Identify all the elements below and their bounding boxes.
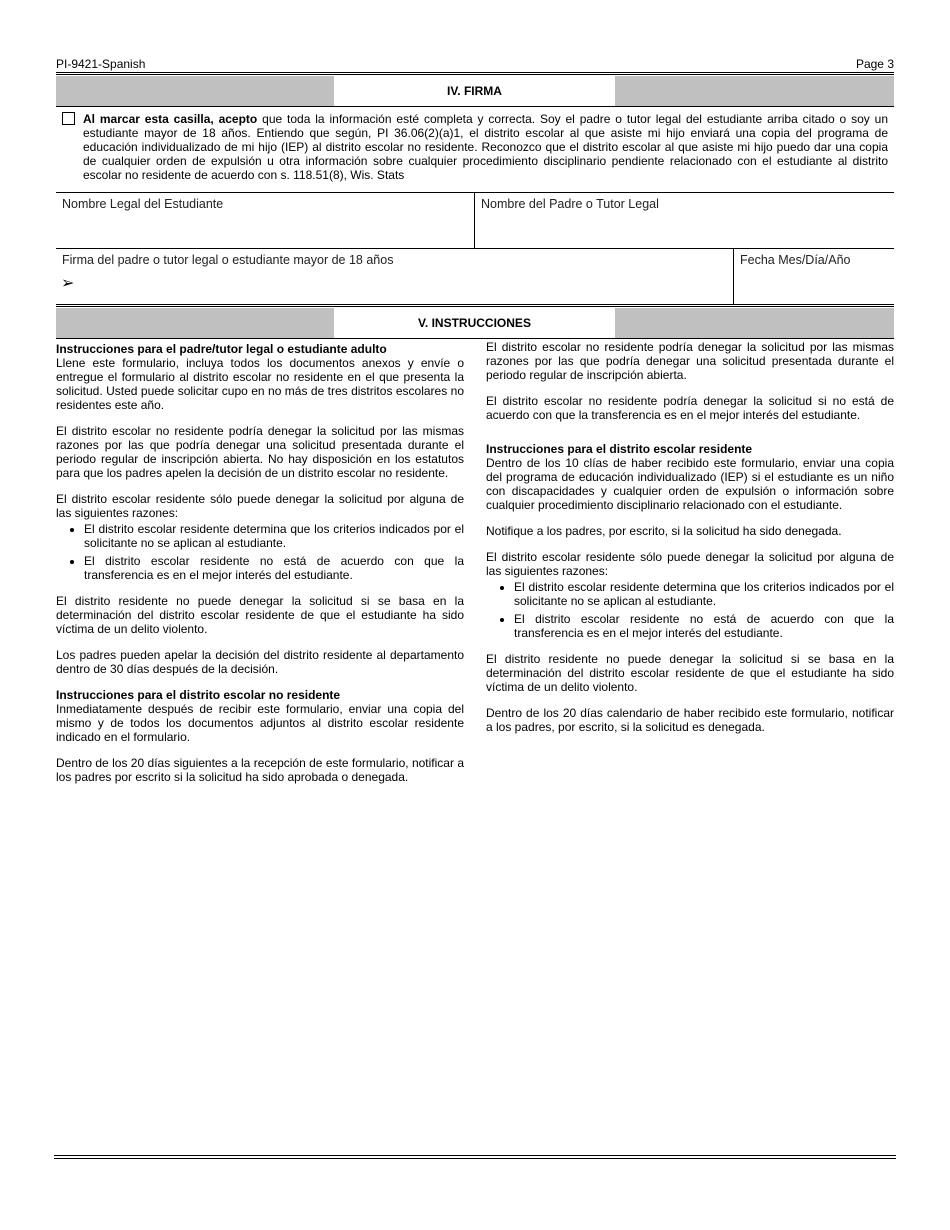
paragraph: Dentro de los 10 clías de haber recibido este formulario, enviar una copia del programa de educación individualizado (IEP) si el estudiante es un niño con discapacidades y cualquier orden de expulsión o información sobre cualquier procedimiento disciplinario relacionado con el estudiante. [486, 456, 894, 512]
list-item: • El distrito escolar residente no está de acuerdo con que la transferencia es en el mejor interés del estudiante. [514, 612, 894, 640]
name-divider [474, 192, 475, 248]
instructions-right-column [486, 340, 894, 746]
paragraph: El distrito residente no puede denegar la solicitud si se basa en la determinación del distrito escolar residente de que el estudiante ha sido víctima de un delito violento. [56, 594, 464, 636]
list-item: • El distrito escolar residente determina que los criterios indicados por el solicitante no se aplican al estudiante. [514, 580, 894, 608]
instructions-left-column [56, 342, 464, 796]
parent-instructions-heading: Instrucciones para el padre/tutor legal o estudiante adulto [56, 342, 387, 356]
section-v-title: V. INSTRUCCIONES [334, 308, 615, 338]
reasons-list [56, 522, 464, 582]
paragraph: El distrito escolar residente sólo puede denegar la solicitud por alguna de las siguientes razones: [56, 492, 464, 520]
header-rule [56, 72, 894, 73]
paragraph: El distrito escolar no residente podría denegar la solicitud si no está de acuerdo con que la transferencia es en el mejor interés del estudiante. [486, 394, 894, 422]
fields-bottom-rule [56, 304, 894, 305]
paragraph: Dentro de los 20 días calendario de haber recibido este formulario, notificar a los padres, por escrito, si la solicitud es denegada. [486, 706, 894, 734]
signature-label: Firma del padre o tutor legal o estudiante mayor de 18 años [62, 253, 394, 267]
agree-checkbox[interactable] [62, 112, 75, 125]
form-id: PI-9421-Spanish [56, 57, 146, 71]
paragraph: Inmediatamente después de recibir este formulario, enviar una copia del mismo y de todos los documentos adjuntos al distrito escolar residente indicado en el formulario. [56, 702, 464, 744]
paragraph: El distrito residente no puede denegar la solicitud si se basa en la determinación del distrito escolar residente de que el estudiante ha sido víctima de un delito violento. [486, 652, 894, 694]
certification-text [83, 112, 888, 182]
certification-bold: Al marcar esta casilla, acepto [83, 112, 258, 126]
list-item: • El distrito escolar residente determina que los criterios indicados por el solicitante no se aplican al estudiante. [84, 522, 464, 550]
paragraph: Llene este formulario, incluya todos los documentos anexos y envíe o entregue el formulario al distrito escolar no residente en el que presenta la solicitud. Usted puede solicitar cupo en no más de tres distritos escolares no residentes este año. [56, 356, 464, 412]
reasons-list [486, 580, 894, 640]
section-v-bar [56, 308, 894, 338]
footer-rule-2 [54, 1158, 896, 1159]
nonresident-instructions-heading: Instrucciones para el distrito escolar no residente [56, 688, 341, 702]
paragraph: El distrito escolar residente sólo puede denegar la solicitud por alguna de las siguientes razones: [486, 550, 894, 578]
date-label: Fecha Mes/Día/Año [740, 253, 851, 267]
resident-instructions-heading: Instrucciones para el distrito escolar residente [486, 442, 753, 456]
section-iv-title: IV. FIRMA [334, 76, 615, 106]
fields-mid-rule [56, 248, 894, 249]
fields-top-rule [56, 192, 894, 193]
footer-rule [54, 1155, 896, 1156]
page-number: Page 3 [855, 57, 894, 71]
student-name-label: Nombre Legal del Estudiante [62, 197, 224, 211]
paragraph: El distrito escolar no residente podría denegar la solicitud por las mismas razones por las que podría denegar una solicitud presentada durante el periodo regular de inscripción abierta. No hay disposición en los estatutos para que los padres apelen la decisión de un distrito escolar no residente. [56, 424, 464, 480]
header-rule-2 [56, 74, 894, 75]
section-v-rule [56, 338, 894, 339]
signature-divider [733, 248, 734, 304]
paragraph: El distrito escolar no residente podría denegar la solicitud por las mismas razones por las que podría denegar una solicitud presentada durante el periodo regular de inscripción abierta. [486, 340, 894, 382]
section-iv-bar [56, 76, 894, 106]
list-item: • El distrito escolar residente no está de acuerdo con que la transferencia es en el mejor interés del estudiante. [84, 554, 464, 582]
parent-name-label: Nombre del Padre o Tutor Legal [481, 197, 659, 211]
paragraph: Dentro de los 20 días siguientes a la recepción de este formulario, notificar a los padres por escrito si la solicitud ha sido aprobada o denegada. [56, 756, 464, 784]
section-iv-rule [56, 106, 894, 107]
certification-body: que toda la información esté completa y correcta. Soy el padre o tutor legal del estudiante arriba citado o soy un estudiante mayor de 18 años. Entiendo que según, PI 36.06(2)(a)1, el distrito escolar al que asiste mi hijo enviará una copia del programa de educación individualizado de mi hijo (IEP) al distrito escolar no residente. Reconozco que el distrito escolar al que asiste mi hijo puedo dar una copia de cualquier orden de expulsión u otra información sobre cualquier procedimiento disciplinario pendiente relacionado con el estudiante al distrito escolar no residente de acuerdo con s. 118.51(8), Wis. Stats [83, 112, 888, 182]
signature-arrow-icon: ➢ [61, 275, 75, 292]
paragraph: Los padres pueden apelar la decisión del distrito residente al departamento dentro de 30 días después de la decisión. [56, 648, 464, 676]
paragraph: Notifique a los padres, por escrito, si la solicitud ha sido denegada. [486, 524, 842, 538]
fields-bottom-rule-2 [56, 306, 894, 307]
